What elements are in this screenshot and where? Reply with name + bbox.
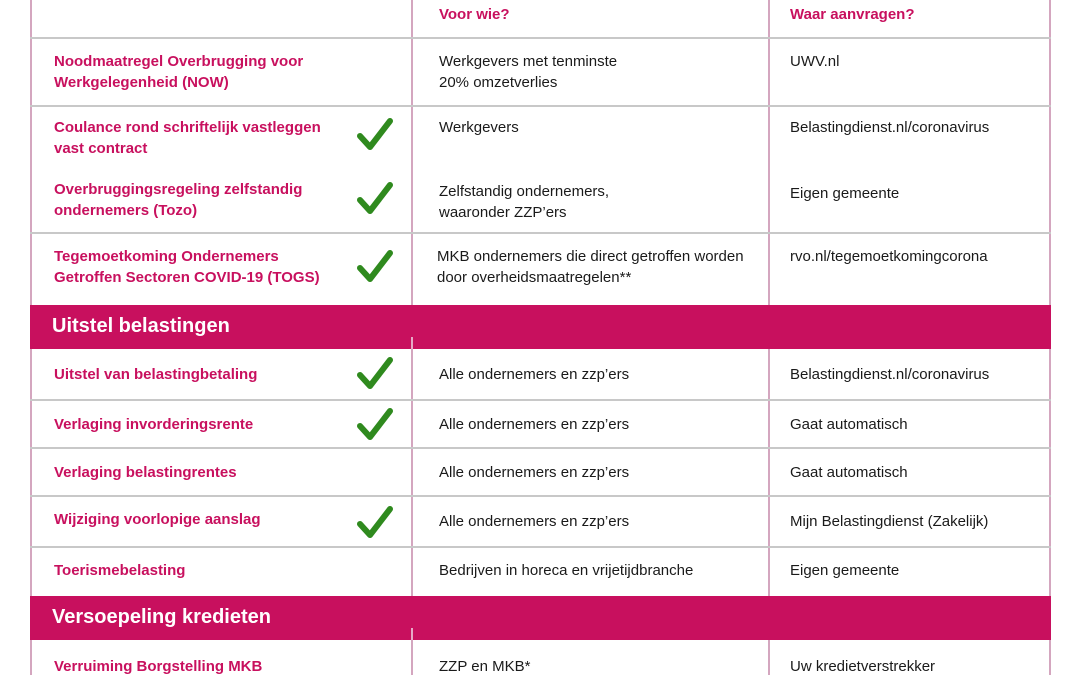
- checkmark-icon: [357, 181, 393, 217]
- who-cell: [411, 234, 768, 305]
- where-cell: [768, 497, 1051, 546]
- where-cell: [768, 107, 1051, 232]
- measure-name: Coulance rond schriftelijk vastleggen vast contract: [54, 119, 321, 157]
- who-text: Alle ondernemers en zzp’ers: [439, 464, 630, 481]
- where-cell: [768, 234, 1051, 305]
- checkmark-icon: [357, 356, 393, 392]
- table-row: [30, 349, 1051, 401]
- measure-name: Wijziging voorlopige aanslag: [54, 511, 261, 528]
- table-row: [30, 548, 1051, 596]
- section-header-credit: [30, 596, 1051, 640]
- who-cell: [411, 548, 768, 596]
- where-cell: [768, 449, 1051, 495]
- who-cell: [411, 107, 768, 232]
- table-row: [30, 39, 1051, 107]
- who-cell: [411, 640, 768, 675]
- where-text: Belastingdienst.nl/coronavirus: [790, 366, 990, 383]
- who-cell: [411, 401, 768, 447]
- who-cell: [411, 39, 768, 105]
- where-text: Eigen gemeente: [790, 562, 900, 579]
- where-text: Gaat automatisch: [790, 416, 908, 433]
- who-text: MKB ondernemers die direct getroffen worden door overheidsmaatregelen**: [437, 248, 744, 286]
- where-text: rvo.nl/tegemoetkomingcorona: [790, 248, 988, 265]
- section-title: Versoepeling kredieten: [52, 606, 271, 628]
- where-text: Gaat automatisch: [790, 464, 908, 481]
- header-col-who: [411, 0, 768, 37]
- measure-cell: [30, 449, 411, 495]
- checkmark-icon: [357, 505, 393, 541]
- table-row: [30, 107, 1051, 234]
- where-text: Belastingdienst.nl/coronavirus: [790, 119, 990, 136]
- where-text: UWV.nl: [790, 53, 840, 70]
- who-cell: [411, 497, 768, 546]
- table-row: [30, 234, 1051, 305]
- who-cell: [411, 449, 768, 495]
- who-text: Werkgevers met tenminste 20% omzetverlies: [439, 53, 618, 91]
- who-text: Werkgevers: [439, 119, 519, 136]
- table-row: [30, 401, 1051, 449]
- who-cell: [411, 349, 768, 399]
- measure-name: Noodmaatregel Overbrugging voor Werkgelegenheid (NOW): [54, 53, 304, 91]
- section-header-taxes: [30, 305, 1051, 349]
- where-text: Mijn Belastingdienst (Zakelijk): [790, 513, 989, 530]
- measure-cell: [30, 548, 411, 596]
- where-cell: [768, 640, 1051, 675]
- table-row: [30, 497, 1051, 548]
- who-text: Alle ondernemers en zzp’ers: [439, 366, 630, 383]
- measure-name: Toerismebelasting: [54, 562, 186, 579]
- measure-name: Tegemoetkoming Ondernemers Getroffen Sectoren COVID-19 (TOGS): [54, 248, 320, 286]
- measure-cell: [30, 640, 411, 675]
- measure-cell: [30, 107, 411, 232]
- who-text: Bedrijven in horeca en vrijetijdbranche: [439, 562, 694, 579]
- who-text: Zelfstandig ondernemers, waaronder ZZP’ers: [439, 183, 610, 221]
- table-row: [30, 449, 1051, 497]
- header-col-measure: [30, 0, 411, 37]
- table-row: [30, 640, 1051, 675]
- measure-cell: [30, 234, 411, 305]
- where-text: Eigen gemeente: [790, 185, 900, 202]
- measure-name: Verruiming Borgstelling MKB: [54, 658, 263, 675]
- table-header-row: [30, 0, 1051, 39]
- checkmark-icon: [357, 407, 393, 443]
- checkmark-icon: [357, 249, 393, 285]
- measure-name: Verlaging belastingrentes: [54, 464, 237, 481]
- header-voor-wie: Voor wie?: [439, 6, 510, 23]
- section-divider: [411, 337, 413, 349]
- where-cell: [768, 349, 1051, 399]
- measure-name: Uitstel van belastingbetaling: [54, 366, 258, 383]
- measure-cell: [30, 349, 411, 399]
- where-text: Uw kredietverstrekker: [790, 658, 936, 675]
- where-cell: [768, 401, 1051, 447]
- where-cell: [768, 39, 1051, 105]
- measure-cell: [30, 497, 411, 546]
- header-waar-aanvragen: Waar aanvragen?: [790, 6, 915, 23]
- header-col-where: [768, 0, 1051, 37]
- section-title: Uitstel belastingen: [52, 315, 230, 337]
- who-text: Alle ondernemers en zzp’ers: [439, 416, 630, 433]
- section-divider: [411, 628, 413, 640]
- checkmark-icon: [357, 117, 393, 153]
- measure-cell: [30, 39, 411, 105]
- who-text: Alle ondernemers en zzp’ers: [439, 513, 630, 530]
- measure-name: Overbruggingsregeling zelfstandig ondernemers (Tozo): [54, 181, 303, 219]
- who-text: ZZP en MKB*: [439, 658, 531, 675]
- where-cell: [768, 548, 1051, 596]
- measure-name: Verlaging invorderingsrente: [54, 416, 254, 433]
- measure-cell: [30, 401, 411, 447]
